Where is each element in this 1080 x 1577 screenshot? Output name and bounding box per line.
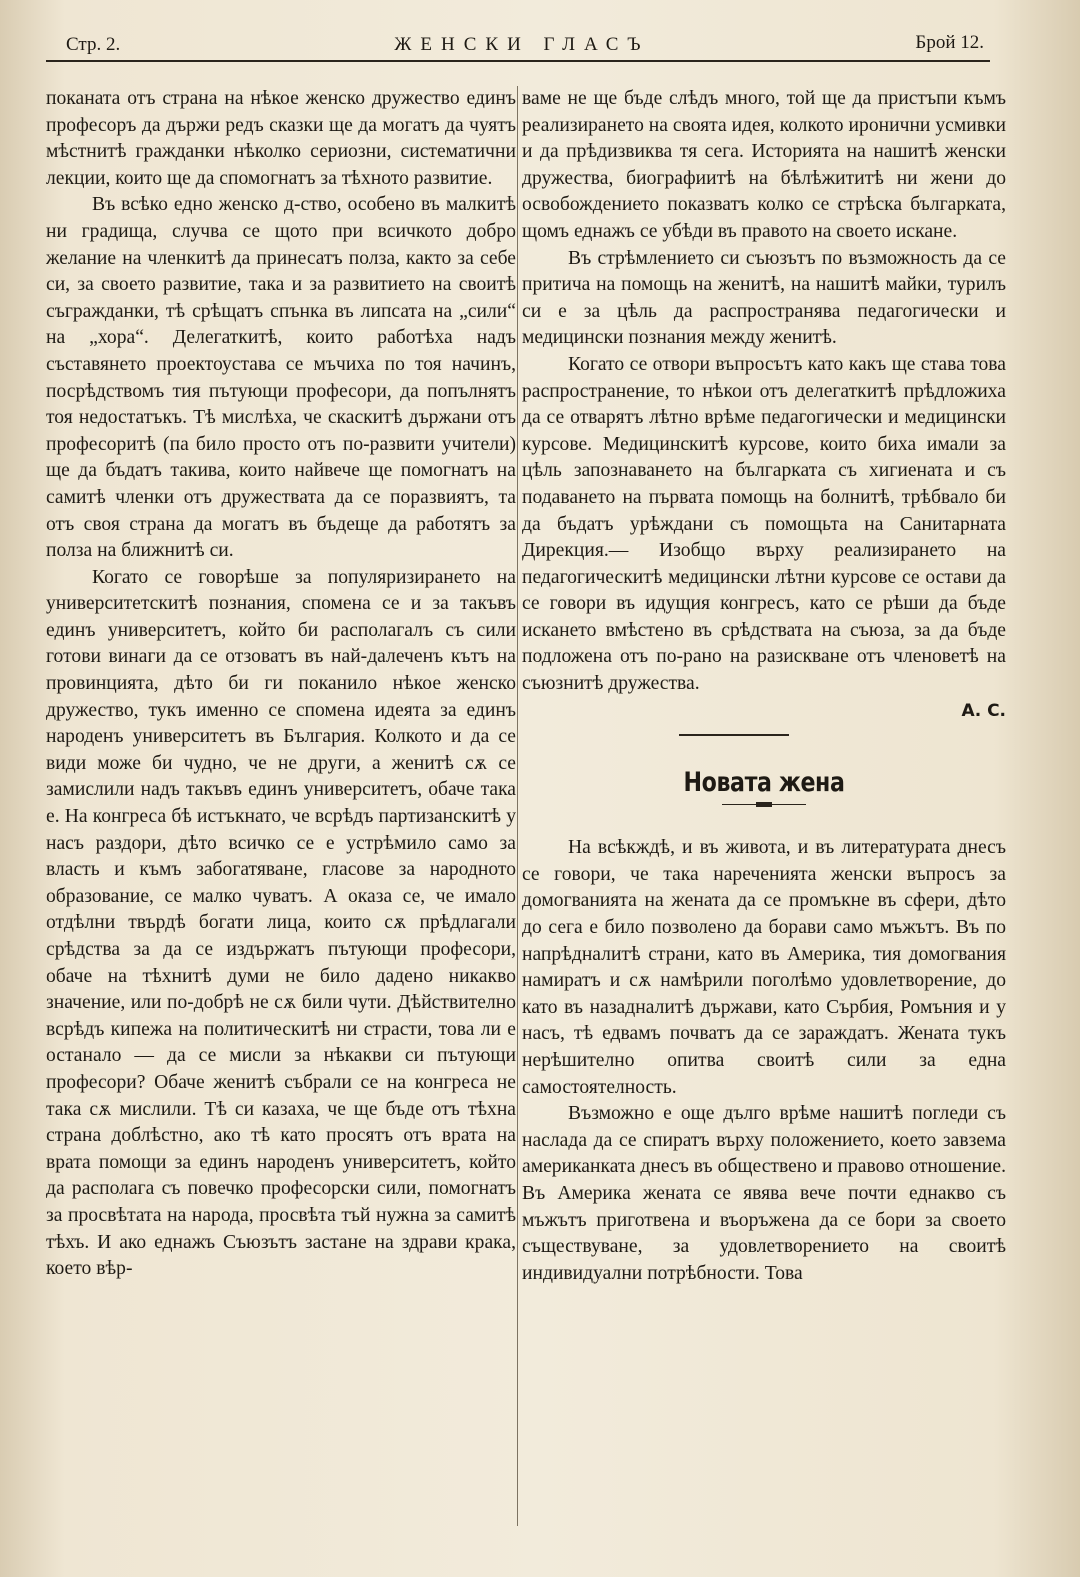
paragraph: Въ стрѣмлението си съюзътъ по възможность да се притича на помощь на женитѣ, на нашитѣ майки, турилъ си е за цѣль да распространява педагогически и медицински познания между женитѣ. [522,247,1006,349]
title-ornament [722,804,806,809]
author-signature: А. С. [961,700,1006,721]
paragraph: Когато се отвори въпросътъ като какъ ще става това распространение, то нѣкои отъ делегаткитѣ прѣдложиха да се отварятъ лѣтно врѣме педагогически и медицински курсове. Медицинскитѣ курсове, които биха имали за цѣль запознаването на българката съ хигиената и съ подаването на първата помощь на болнитѣ, трѣбвало би да бъдатъ урѣждани съ помощьта на Санитарната Дирекция.— Изобщо върху реализирането на педагогическитѣ медицински лѣтни курсове се остави да се говори въ идущия конгресъ, като се рѣши да бъде искането вмѣстено въ срѣдствата на съюза, за да бъде подложена отъ по-рано на разискване отъ членоветѣ на съюзнитѣ дружества. [522,353,1006,695]
article-separator [679,734,789,736]
paragraph: Въ всѣко едно женско д-ство, особено въ малкитѣ ни градища, случва се щото при всичкото добро желание на членкитѣ да принесатъ полза, както за себе си, за своето развитие, така и за развитието на своитѣ съгражданки, тѣ срѣщатъ спънка въ липсата на „сили“ на „хора“. Делегаткитѣ, които работѣха надъ съставянето проектоустава се мъчиха по тоя начинъ, посрѣдствомъ тия пътующи професори, да попълнятъ тоя недостатъкъ. Тѣ мислѣха, че скаскитѣ държани отъ професоритѣ (па било просто отъ по-развити учители) ще да бъдатъ такива, които найвече ще помогнатъ на самитѣ членки отъ дружествата да се поразвиятъ, та отъ своя страна да могатъ въ бъдеще да работятъ за полза на ближнитѣ си. [46,194,516,562]
left-column [46,86,516,1283]
paragraph: На всѣкждѣ, и въ живота, и въ литературата днесъ се говори, че така нареченията женски въпросъ за домогванията на жената да се промъкне въ сфери, дѣто до сега е било позволено да борави само мъжътъ. Въ по напрѣдналитѣ страни, като въ Америка, тия домогвания намиратъ и сѫ намѣрили поголѣмо удовлетворение, до като въ назадналитѣ държави, като Сърбия, Ромъния и у насъ, тѣ едвамъ почватъ да се зараждатъ. Жената тукъ нерѣшително опитва своитѣ сили за една самостоятелность. [522,837,1006,1098]
article-title: Новата жена [683,766,845,798]
paragraph: Когато се говорѣше за популяризирането на университетскитѣ познания, спомена се и за такъвъ единъ университетъ, който би располагалъ съ сили готови винаги да се отзоватъ въ най-далеченъ кътъ на провинцията, дѣто би ги поканило нѣкое женско дружество, тукъ именно се спомена идеята за единъ народенъ университетъ въ България. Колкото и да се види може би чудно, че не други, а женитѣ сѫ се замислили надъ такъвъ единъ университетъ, обаче така е. На конгреса бѣ истъкнато, че всрѣдъ партизанскитѣ у насъ раздори, дѣто всичко се е устрѣмило само за власть и къмъ забогатяване, гласове за народното образование, се малко чуватъ. А оказа се, че имало отдѣлни твърдѣ богати лица, които сѫ прѣдлагали срѣдства за да се издържатъ пътующи професори, обаче на тѣхнитѣ думи не било дадено никакво значение, или по-добрѣ не сѫ били чути. Дѣйствително всрѣдъ кипежа на политическитѣ ни страсти, това ли е останало — да се мисли за нѣкакви си пътующи професори? Обаче женитѣ събрали се на конгреса не така сѫ мислили. Тѣ си казаха, че ще бъде отъ тѣхна страна доблѣстно, ако тѣ като просятъ отъ врата на врата помощи за единъ народенъ университетъ, който да располага съ повечко професорски сили, помогнатъ за просвѣтата на народа, просвѣта тъй нужна за самитѣ тѣхъ. И ако еднажъ Съюзътъ застане на здрави крака, което вѣр- [46,566,516,1280]
right-column [522,86,1006,1287]
issue-number: Брой 12. [915,32,984,53]
header-rule [46,60,990,62]
page-number: Стр. 2. [66,34,121,55]
paragraph: ваме не ще бъде слѣдъ много, той ще да пристъпи къмъ реализирането на своята идея, колкото иронични усмивки и да прѣдизвиква тя сега. Историята на нашитѣ женски дружества, биографиитѣ на бѣлѣжититѣ ни жени до освобождението показватъ колко се стрѣска българката, щомъ еднажъ се убѣди въ правото на своето искане. [522,88,1006,242]
page-header [60,28,984,60]
paragraph: поканата отъ страна на нѣкое женско дружество единъ професоръ да държи редъ сказки ще да могатъ да чуятъ мѣстнитѣ гражданки нѣколко сериозни, систематични лекции, които ще да спомогнатъ за тѣхното развитие. [46,88,516,189]
column-divider [517,86,518,1526]
paragraph: Възможно е още дълго врѣме нашитѣ погледи съ наслада да се спиратъ върху положението, което завзема американката днесъ въ обществено и правово отношение. Въ Америка жената се явява вече почти еднакво съ мъжътъ приготвена и въоръжена да се бори за своето съществуване, за удовлетворението на своитѣ индивидуални потрѣбности. Това [522,1103,1006,1284]
masthead: ЖЕНСКИ ГЛАСЪ [394,34,650,55]
